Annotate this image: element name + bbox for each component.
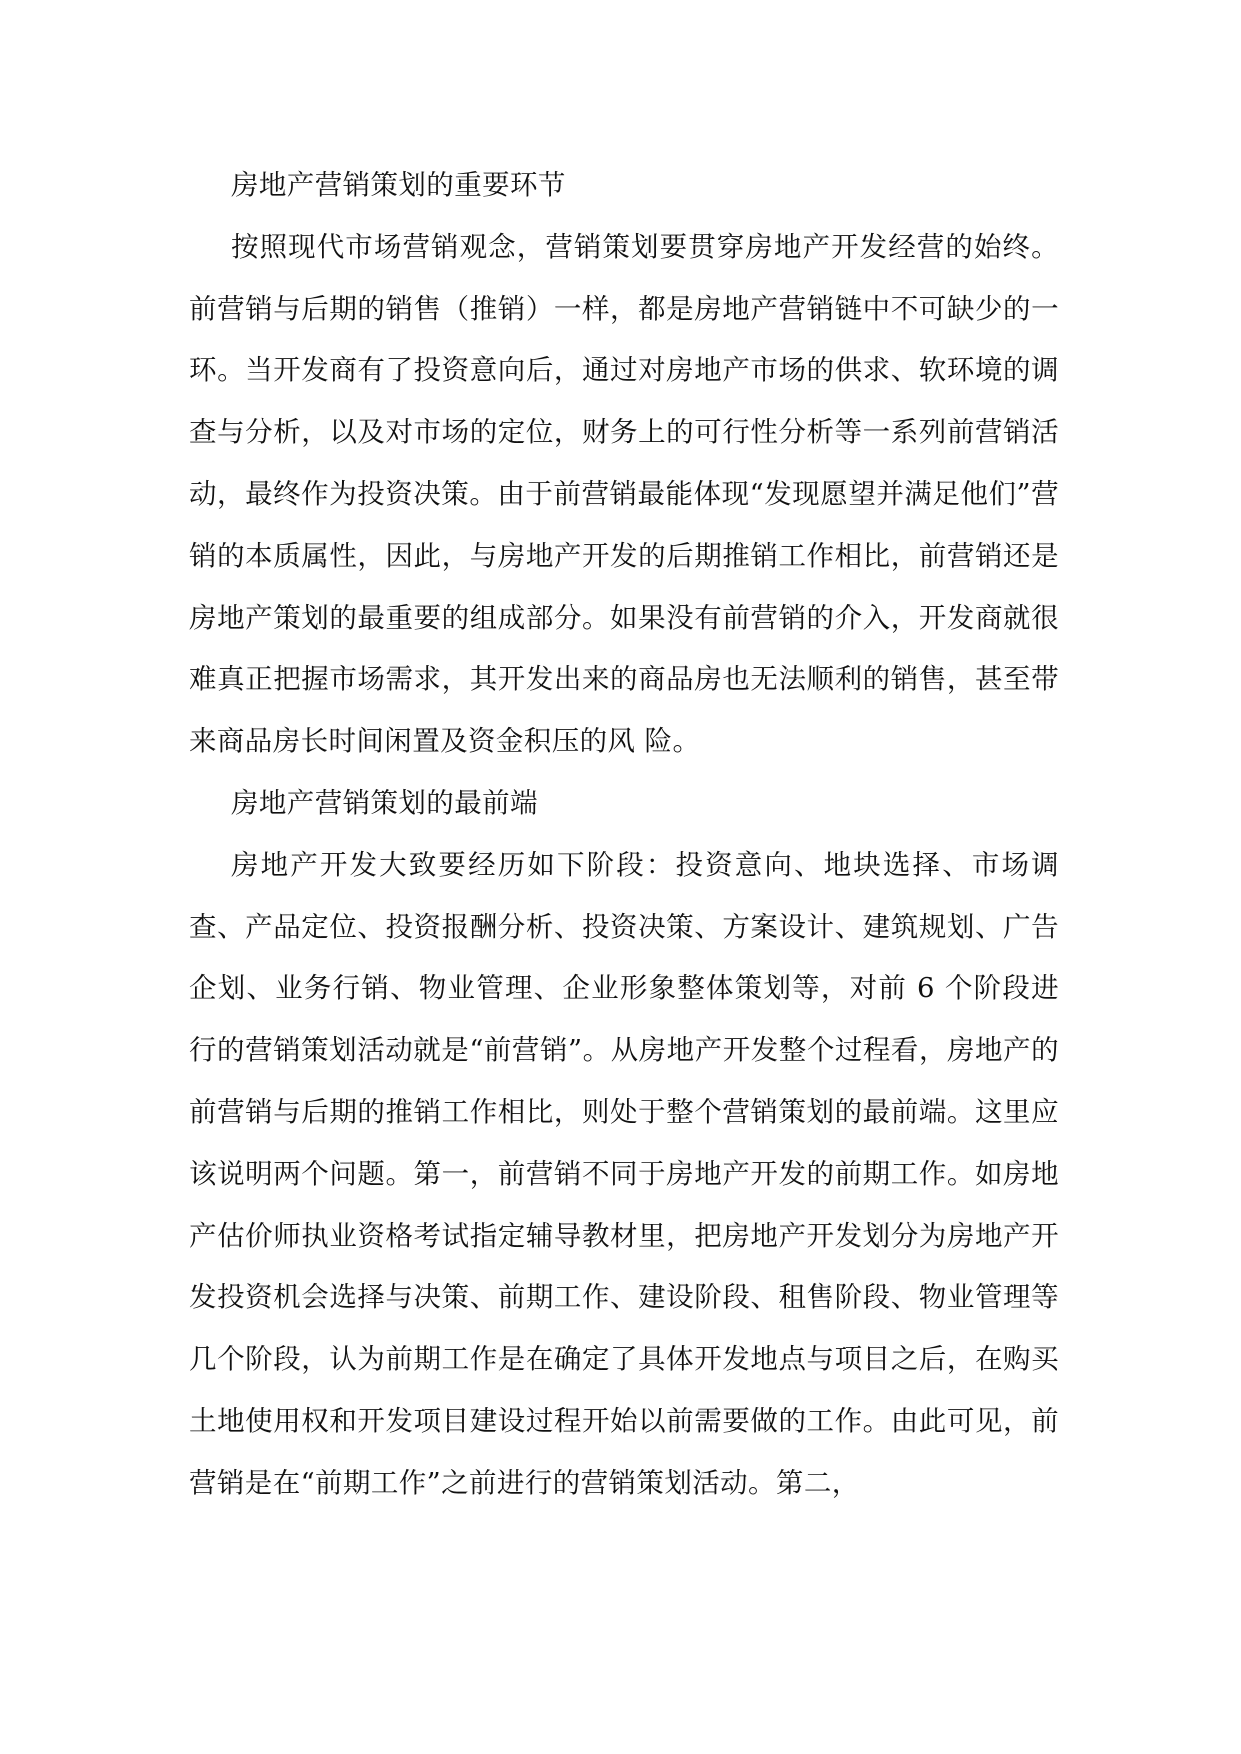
document-page <box>189 155 1059 1515</box>
section-heading-important-link: 房地产营销策划的重要环节 <box>231 169 566 201</box>
section-heading-front-end: 房地产营销策划的最前端 <box>231 786 538 819</box>
section-paragraph-front-end: 房地产开发大致要经历如下阶段：投资意向、地块选择、市场调查、产品定位、投资报酬分析、投资决策、方案设计、建筑规划、广告企划、业务行销、物业管理、企业形象整体策划等，对前 6 个阶段进行的营销策划活动就是“前营销”。从房地产开发整个过程看，房地产的前营销与后期的推销工作相比，则处于整个营销策划的最前端。这里应该说明两个问题。第一，前营销不同于房地产开发的前期工作。如房地产估价师执业资格考试指定辅导教材里，把房地产开发划分为房地产开发投资机会选择与决策、前期工作、建设阶段、租售阶段、物业管理等几个阶段，认为前期工作是在确定了具体开发地点与项目之后，在购买土地使用权和开发项目建设过程开始以前需要做的工作。由此可见，前营销是在“前期工作”之前进行的营销策划活动。第二， <box>189 848 1059 1499</box>
section-paragraph-important-link: 按照现代市场营销观念，营销策划要贯穿房地产开发经营的始终。前营销与后期的销售（推销）一样，都是房地产营销链中不可缺少的一环。当开发商有了投资意向后，通过对房地产市场的供求、软环境的调查与分析，以及对市场的定位，财务上的可行性分析等一系列前营销活动，最终作为投资决策。由于前营销最能体现“发现愿望并满足他们”营销的本质属性，因此，与房地产开发的后期推销工作相比，前营销还是房地产策划的最重要的组成部分。如果没有前营销的介入，开发商就很难真正把握市场需求，其开发出来的商品房也无法顺利的销售，甚至带来商品房长时间闲置及资金积压的风 险。 <box>189 230 1059 758</box>
